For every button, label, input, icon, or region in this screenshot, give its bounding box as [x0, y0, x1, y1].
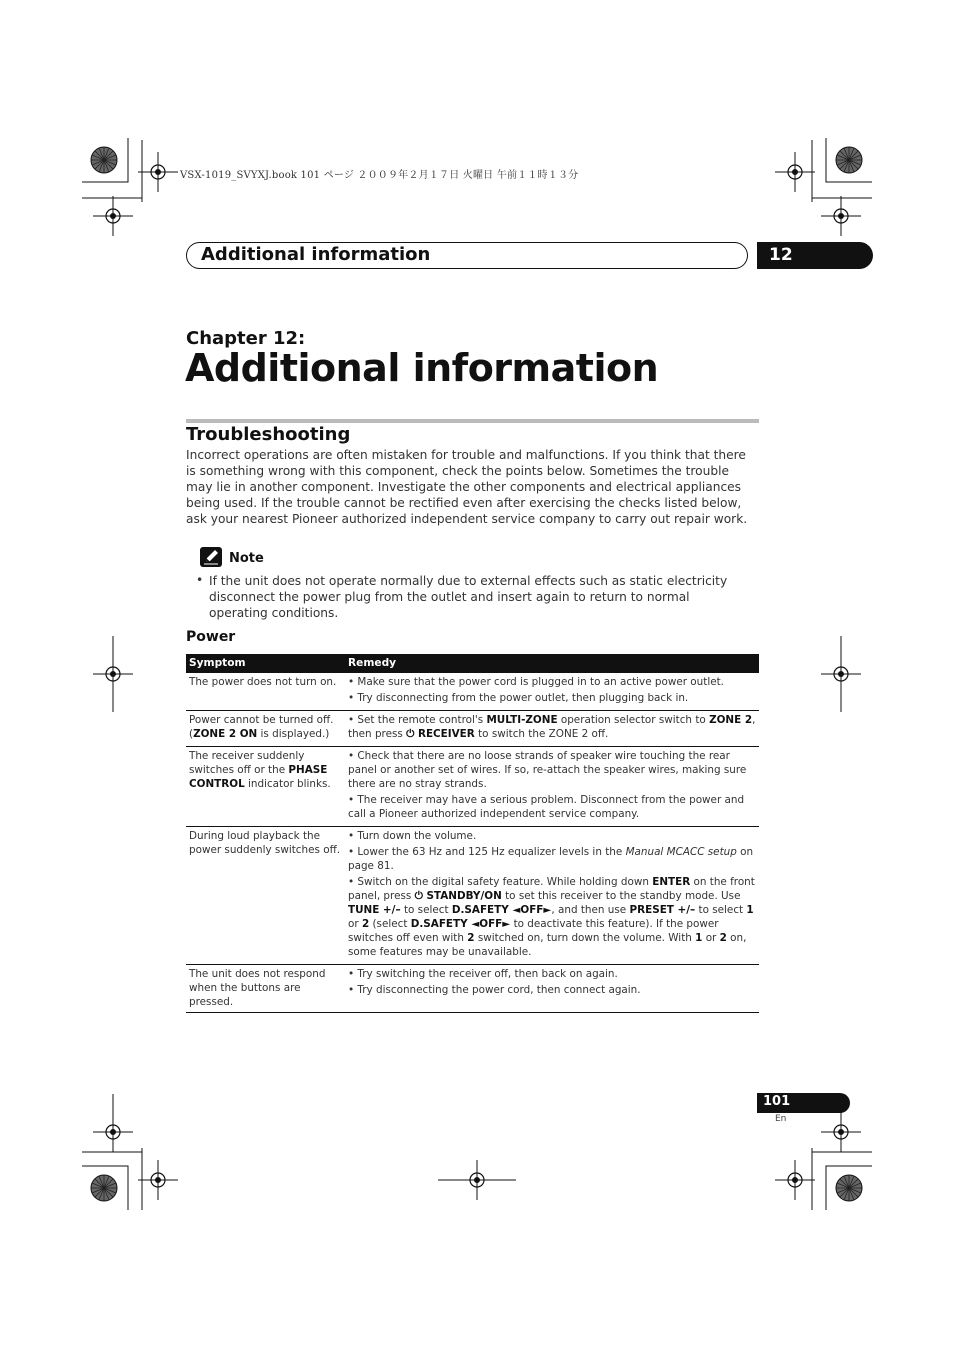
note-pencil-icon — [200, 547, 222, 567]
remedy-item: • Set the remote control's MULTI-ZONE operation selector switch to ZONE 2, then press ⏻ RECEIVER to switch the ZONE 2 off. — [348, 714, 756, 740]
remedy-item: • Lower the 63 Hz and 125 Hz equalizer levels in the Manual MCACC setup on page 81. — [348, 846, 754, 872]
section-divider — [186, 419, 759, 423]
table-row — [186, 673, 759, 711]
note-bullet: • — [196, 573, 204, 587]
remedy-item: • The receiver may have a serious problem. Disconnect from the power and call a Pioneer authorized independent service company. — [348, 794, 745, 820]
remedy-item: • Check that there are no loose strands of speaker wire touching the rear panel or another set of wires. If so, re-attach the speaker wires, making sure there are no stray strands. — [348, 750, 747, 790]
print-info-line: VSX-1019_SVYXJ.book 101 ページ ２００９年２月１７日 火曜日 午前１１時１３分 — [180, 170, 579, 181]
remedy-cell — [345, 747, 759, 827]
chapter-label: Chapter 12: — [186, 328, 306, 349]
header-title: Additional information — [201, 244, 431, 265]
symptom-cell: The unit does not respond when the buttons are pressed. — [186, 965, 345, 1013]
symptom-column-header: Symptom — [186, 654, 345, 673]
remedy-cell — [345, 965, 759, 1013]
remedy-cell — [345, 711, 759, 747]
table-header-row — [186, 654, 759, 673]
remedy-item: • Try switching the receiver off, then back on again. — [348, 968, 618, 980]
remedy-item: • Turn down the volume. — [348, 830, 477, 842]
chapter-tab-number: 12 — [769, 245, 793, 265]
symptom-cell: During loud playback the power suddenly switches off. — [186, 827, 345, 965]
remedy-cell — [345, 827, 759, 965]
table-row — [186, 711, 759, 747]
symptom-cell: The power does not turn on. — [186, 673, 345, 711]
remedy-item: • Switch on the digital safety feature. While holding down ENTER on the front panel, press ⏻ STANDBY/ON to set this receiver to the standby mode. Use TUNE +/– to select D.SAFETY ◄OFF►, and then use PRESET +/– to select 1 or 2 (select D.SAFETY ◄OFF► to deactivate this feature). If the power switches off even with 2 switched on, turn down the volume. With 1 or 2 on, some features may be unavailable. — [348, 876, 755, 958]
page-number: 101 — [763, 1094, 791, 1109]
symptom-cell: Power cannot be turned off. (ZONE 2 ON is displayed.) — [186, 711, 345, 747]
remedy-cell — [345, 673, 759, 711]
note-text: If the unit does not operate normally due to external effects such as static electricity disconnect the power plug from the outlet and insert again to return to normal operating conditions. — [209, 574, 728, 620]
table-row — [186, 747, 759, 827]
note-label: Note — [229, 551, 264, 566]
section-intro: Incorrect operations are often mistaken for trouble and malfunctions. If you think that there is something wrong with this component, check the points below. Sometimes the trouble may lie in another component. Investigate the other components and electrical appliances being used. If the trouble cannot be rectified even after exercising the checks listed below, ask your nearest Pioneer authorized independent service company to carry out repair work. — [186, 448, 748, 526]
remedy-item: • Try disconnecting from the power outlet, then plugging back in. — [348, 692, 689, 704]
table-row — [186, 827, 759, 965]
remedy-column-header: Remedy — [345, 654, 759, 673]
remedy-item: • Try disconnecting the power cord, then connect again. — [348, 984, 641, 996]
remedy-item: • Make sure that the power cord is plugged in to an active power outlet. — [348, 676, 724, 688]
section-title: Troubleshooting — [186, 424, 351, 445]
table-row — [186, 965, 759, 1013]
power-subsection-title: Power — [186, 629, 236, 645]
chapter-title: Additional information — [185, 346, 659, 390]
symptom-cell: The receiver suddenly switches off or the PHASE CONTROL indicator blinks. — [186, 747, 345, 827]
page-language: En — [775, 1114, 787, 1124]
troubleshooting-table — [186, 654, 759, 1013]
